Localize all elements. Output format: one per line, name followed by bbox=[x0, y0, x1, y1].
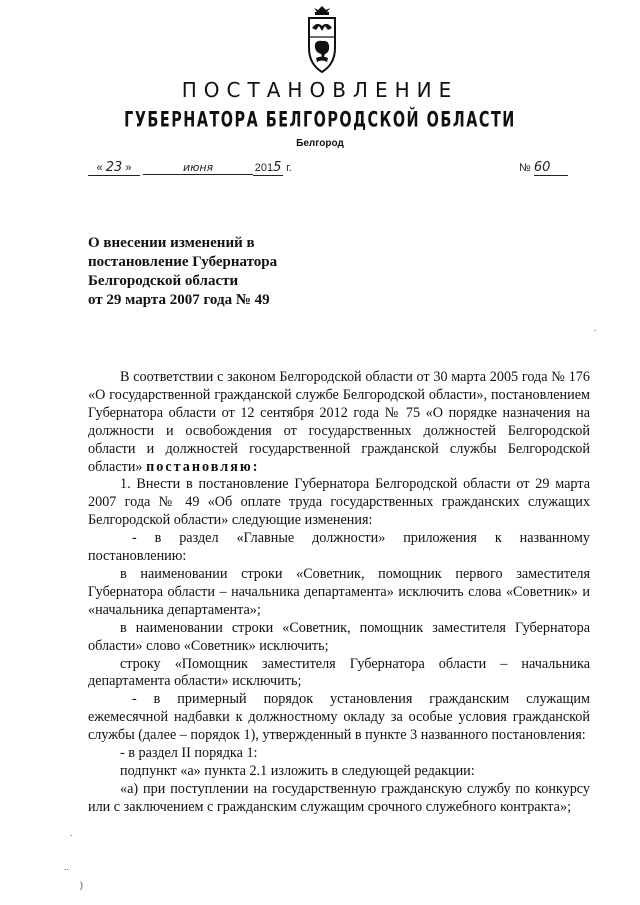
title-line: Белгородской области bbox=[88, 273, 239, 289]
number-label: № bbox=[519, 162, 531, 174]
document-number bbox=[519, 160, 568, 176]
scan-mark: . bbox=[594, 323, 597, 333]
preamble-text: В соответствии с законом Белгородской области от 30 марта 2005 года № 176 «О государственной гражданской службе Белгородской области», постановлением Губернатора области от 12 сентября 2012 года № 75 «О порядке назначения на должности и освобождения от государственных должностей Белгородской области и должностей государственной гражданской службы Белгородской области» bbox=[88, 369, 590, 475]
paragraph-2: - в раздел «Главные должности» приложения к названному постановлению: bbox=[88, 530, 590, 565]
title-line: постановление Губернатора bbox=[88, 254, 278, 270]
coat-of-arms-icon bbox=[301, 4, 343, 76]
paragraph-6: - в примерный порядок установления гражданским служащим ежемесячной надбавки к должностному окладу за особые условия гражданской службы (далее – порядок 1), утвержденный в пункте 3 названного постановления: bbox=[88, 691, 590, 744]
city-name: Белгород bbox=[296, 138, 344, 149]
paragraph-1: 1. Внести в постановление Губернатора Белгородской области от 29 марта 2007 года № 49 «Об оплате труда государственных гражданских служащих Белгородской области» следующие изменения: bbox=[88, 476, 590, 529]
date-open-quote: « bbox=[96, 162, 103, 174]
paragraph-4: в наименовании строки «Советник, помощник заместителя Губернатора области» слово «Советник» исключить; bbox=[88, 619, 590, 654]
paragraph-7: - в раздел II порядка 1: bbox=[120, 745, 258, 762]
date-year-abbr: г. bbox=[286, 162, 292, 174]
date-year-suffix: 5 bbox=[273, 160, 282, 175]
document-date bbox=[88, 160, 292, 176]
date-year-prefix: 201 bbox=[254, 162, 274, 174]
document-title bbox=[88, 234, 348, 310]
document-type: ПОСТАНОВЛЕНИЕ bbox=[181, 78, 459, 102]
number-value: 60 bbox=[534, 160, 568, 176]
title-line: О внесении изменений в bbox=[88, 235, 255, 251]
paragraph-3: в наименовании строки «Советник, помощник первого заместителя Губернатора области – начальника департамента» исключить слова «Советник» и «начальника департамента»; bbox=[88, 565, 590, 618]
paragraph-8: подпункт «а» пункта 2.1 изложить в следующей редакции: bbox=[120, 762, 475, 779]
resolve-word: постановляю: bbox=[146, 458, 260, 475]
scan-mark: .. bbox=[64, 862, 70, 872]
scan-mark: ) bbox=[80, 880, 83, 890]
date-day: 23 bbox=[105, 160, 123, 175]
date-close-quote: » bbox=[125, 162, 132, 174]
document-body bbox=[88, 369, 590, 817]
title-line: от 29 марта 2007 года № 49 bbox=[88, 292, 270, 308]
paragraph-9: «а) при поступлении на государственную гражданскую службу по конкурсу или с заключением с гражданским служащим срочного служебного контракта»; bbox=[88, 780, 590, 815]
date-month: июня bbox=[143, 161, 253, 175]
issuer-name: ГУБЕРНАТОРА БЕЛГОРОДСКОЙ ОБЛАСТИ bbox=[124, 106, 516, 132]
paragraph-5: строку «Помощник заместителя Губернатора области – начальника департамента области» исключить; bbox=[88, 655, 590, 690]
scan-mark: . bbox=[70, 828, 73, 838]
preamble-paragraph bbox=[88, 369, 590, 476]
